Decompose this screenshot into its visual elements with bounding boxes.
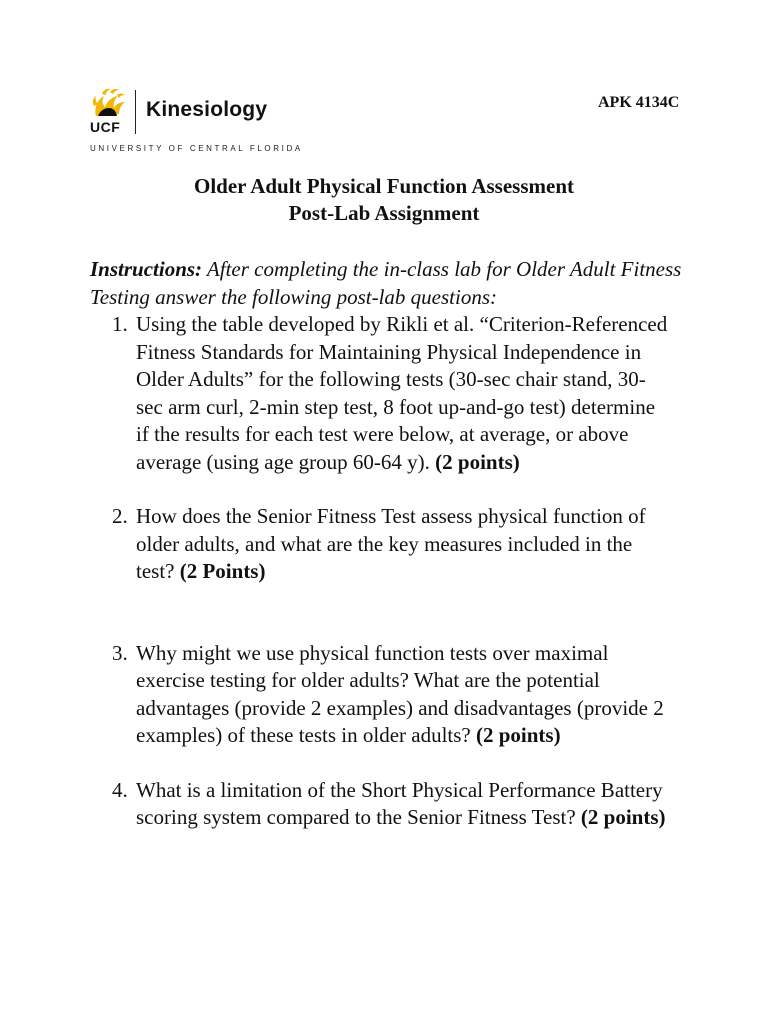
question-points: (2 points) bbox=[580, 805, 666, 829]
question-text: Using the table developed by Rikli et al. “Criterion-Referenced Fitness Standards for Maintaining Physical Independence in Older Adults” for the following tests (30-sec chair stand, 30-sec arm curl, 2-min step test, 8 foot up-and-go test) determine if the results for each test were below, at average, or above average (using age group 60-64 y). bbox=[136, 312, 668, 474]
course-code: APK 4134C bbox=[598, 94, 680, 111]
document-title: Older Adult Physical Function Assessment bbox=[194, 174, 574, 198]
question-item bbox=[112, 311, 672, 476]
instructions-label: Instructions: bbox=[90, 257, 203, 281]
question-item bbox=[112, 777, 672, 832]
question-number: 3. bbox=[112, 640, 128, 665]
question-number: 4. bbox=[112, 777, 128, 802]
question-item bbox=[112, 640, 672, 750]
question-points: (2 points) bbox=[476, 723, 561, 747]
instructions-paragraph bbox=[90, 256, 690, 311]
question-text: What is a limitation of the Short Physical Performance Battery scoring system compared to the Senior Fitness Test? bbox=[136, 777, 663, 829]
question-item bbox=[112, 503, 672, 586]
ucf-kinesiology-logo bbox=[88, 86, 318, 158]
question-points: (2 Points) bbox=[179, 559, 266, 583]
logo-ucf-text: UCF bbox=[90, 119, 121, 135]
question-text: How does the Senior Fitness Test assess physical function of older adults, and what are the key measures included in the test? bbox=[136, 504, 646, 583]
instructions-text: After completing the in-class lab for Older Adult Fitness Testing answer the following post-lab questions: bbox=[90, 257, 682, 309]
question-list bbox=[112, 311, 672, 832]
question-number: 2. bbox=[112, 504, 128, 528]
pegasus-icon bbox=[88, 86, 130, 120]
document-subtitle: Post-Lab Assignment bbox=[288, 201, 480, 225]
logo-department-name: Kinesiology bbox=[146, 98, 268, 121]
question-text: Why might we use physical function tests over maximal exercise testing for older adults? What are the potential advantages (provide 2 examples) and disadvantages (provide 2 examples) of these tests in older adults? bbox=[136, 640, 664, 747]
question-points: (2 points) bbox=[435, 449, 520, 474]
question-number: 1. bbox=[112, 312, 128, 336]
logo-divider bbox=[135, 90, 136, 134]
logo-university-name: UNIVERSITY OF CENTRAL FLORIDA bbox=[90, 144, 303, 153]
